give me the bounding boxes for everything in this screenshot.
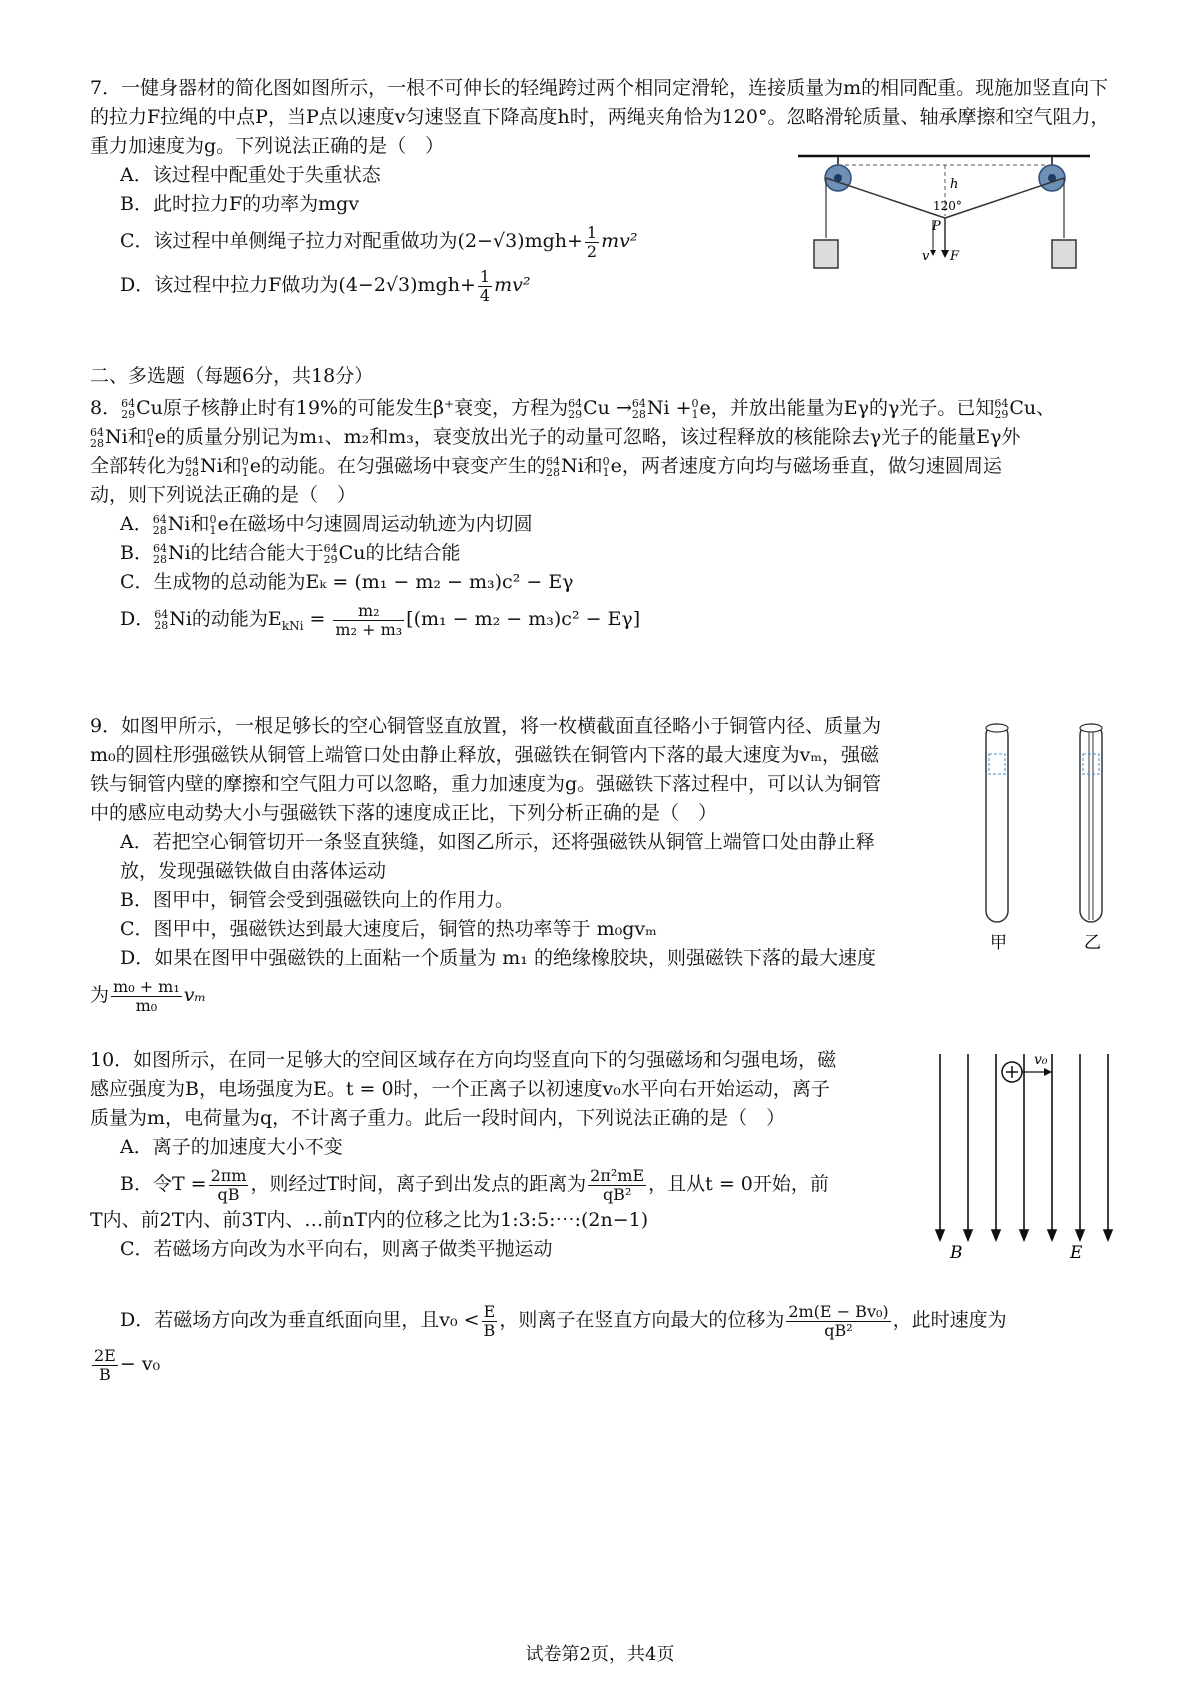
frac-half: $\frac{1}{2}$ (586, 222, 598, 261)
q10-option-b-cont: T内、前2T内、前3T内、…前nT内的位移之比为1:3:5:⋯:(2n−1) (90, 1209, 649, 1231)
q10-line-1: 10．如图所示，在同一足够大的空间区域存在方向均竖直向下的匀强磁场和匀强电场，磁 (90, 1049, 837, 1071)
frac-T: $\frac{2\pi m}{qB}$ (210, 1165, 247, 1204)
left-weight (814, 240, 838, 268)
q9-option-b: B．图甲中，铜管会受到强磁铁向上的作用力。 (120, 889, 514, 911)
label-B: B (950, 1243, 963, 1262)
frac-m2: $\frac{\text{m₂}}{\text{m₂ + m₃}}$ (335, 600, 403, 639)
q9-line-1: 9．如图甲所示，一根足够长的空心铜管竖直放置，将一枚横截面直径略小于铜管内径、质量为 (90, 715, 882, 737)
q9-option-a-1: A．若把空心铜管切开一条竖直狭缝，如图乙所示，还将强磁铁从铜管上端管口处由静止释 (120, 831, 875, 853)
q9-copper-tube-figure (980, 716, 1130, 956)
label-P: P (932, 219, 941, 234)
q10-option-b: B．令T = $\frac{2\pi m}{qB}$ ，则经过T时间，离子到出发点的距离为 $\frac{\text{2π²mE}}{\text{qB²}}$ ，且从t = 0开始，前 (120, 1165, 829, 1204)
q8-line-3: 全部转化为 64 28 Ni和 0 1 e的动能。在匀强磁场中衰变产生的 64 28 Ni和 0 1 e，两者速度方向均与磁场垂直，做匀速圆周运 (90, 455, 1002, 479)
q9-line-4: 中的感应电动势大小与强磁铁下落的速度成正比，下列分析正确的是（ ） (90, 802, 718, 824)
q8-option-c: C．生成物的总动能为Eₖ = (m₁ − m₂ − m₃)c² − Eγ (120, 571, 574, 593)
frac-mass: $\frac{\text{m₀ + m₁}}{\text{m₀}}$ (113, 976, 180, 1015)
q9-line-3: 铁与铜管内壁的摩擦和空气阻力可以忽略，重力加速度为g。强磁铁下落过程中，可以认为铜管 (90, 773, 882, 795)
q8-line-1: 8． 64 29 Cu原子核静止时有19%的可能发生β⁺衰变，方程为 64 29 Cu → 64 28 Ni + 0 1 e，并放出能量为Eγ的γ光子。已知 64 29 Cu、 (90, 397, 1056, 421)
label-v0: v₀ (1034, 1052, 1048, 1068)
q8-option-d: D． 64 28 Ni的动能为$E_{kNi}$ = $\frac{\text{m₂}}{\text{m₂ + m₃}}$ [(m₁ − m₂ − m₃)c² − Eγ] (120, 600, 641, 639)
section-2-heading: 二、多选题（每题6分，共18分） (90, 365, 374, 387)
q8-option-b: B． 64 28 Ni的比结合能大于 64 29 Cu的比结合能 (120, 542, 461, 566)
question-8 (90, 394, 1120, 648)
q7-pulley-figure (790, 148, 1110, 288)
frac-2E: $\frac{2E}{B}$ (94, 1345, 116, 1384)
label-angle: 120° (933, 199, 962, 213)
q10-option-a: A．离子的加速度大小不变 (120, 1136, 343, 1158)
label-jia: 甲 (990, 933, 1007, 953)
q10-line-2: 感应强度为B，电场强度为E。t = 0时，一个正离子以初速度v₀水平向右开始运动，离子 (90, 1078, 830, 1100)
q9-option-d: D．如果在图甲中强磁铁的上面粘一个质量为 m₁ 的绝缘橡胶块，则强磁铁下落的最大速度 (120, 947, 876, 969)
q9-option-a-2: 放，发现强磁铁做自由落体运动 (120, 860, 387, 882)
frac-EB: $\frac{E}{B}$ (483, 1301, 496, 1340)
frac-dist: $\frac{\text{2π²mE}}{\text{qB²}}$ (590, 1165, 645, 1204)
q9-option-d-cont: 为 $\frac{\text{m₀ + m₁}}{\text{m₀}}$ vₘ (90, 976, 207, 1015)
label-h: h (950, 177, 959, 192)
q10-field-figure (920, 1046, 1120, 1262)
q9-option-c: C．图甲中，强磁铁达到最大速度后，铜管的热功率等于 m₀gvₘ (120, 918, 657, 940)
label-v: v (922, 249, 930, 264)
q7-option-a: A．该过程中配重处于失重状态 (120, 164, 381, 186)
left-rope (826, 178, 945, 218)
question-9 (90, 712, 970, 1017)
label-F: F (950, 249, 960, 264)
q7-option-d: D．该过程中拉力F做功为(4−2√3)mgh+ $\frac{1}{4}$ mv² (120, 266, 531, 305)
q8-line-4: 动，则下列说法正确的是（ ） (90, 484, 357, 506)
q7-option-c: C．该过程中单侧绳子拉力对配重做功为(2−√3)mgh+ $\frac{1}{2}$ mv² (120, 222, 638, 261)
question-10 (90, 1046, 910, 1264)
frac-quarter: $\frac{1}{4}$ (479, 266, 491, 305)
field-lines (936, 1054, 1112, 1240)
q8-option-a: A． 64 28 Ni和 0 1 e在磁场中匀速圆周运动轨迹为内切圆 (120, 513, 533, 537)
label-yi: 乙 (1084, 933, 1101, 953)
q10-line-3: 质量为m，电荷量为q，不计离子重力。此后一段时间内，下列说法正确的是（ ） (90, 1107, 786, 1129)
frac-disp: $\frac{\text{2m(E − Bv₀)}}{\text{qB²}}$ (788, 1301, 889, 1340)
q9-line-2: m₀的圆柱形强磁铁从铜管上端管口处由静止释放，强磁铁在铜管内下落的最大速度为vₘ，强磁 (90, 744, 880, 766)
right-weight (1052, 240, 1076, 268)
q10-option-d: D．若磁场方向改为垂直纸面向里，且v₀ < $\frac{E}{B}$ ，则离子在竖直方向最大的位移为 $\frac{\text{2m(E − Bv₀)}}{\text{qB²}}$ ，此时速度为 $\frac{2E}{B}$ − v₀ (94, 1301, 1007, 1384)
q7-option-b: B．此时拉力F的功率为mgv (120, 193, 360, 215)
q7-stem: 7．一健身器材的简化图如图所示，一根不可伸长的轻绳跨过两个相同定滑轮，连接质量为m的相同配重。现施加竖直向下的拉力F拉绳的中点P，当P点以速度v匀速竖直下降高度h时，两绳夹角恰为120°。忽略滑轮质量、轴承摩擦和空气阻力，重力加速度为g。下列说法正确的是（ ） (90, 77, 1110, 157)
right-rope (945, 178, 1064, 218)
label-E: E (1070, 1243, 1083, 1262)
page-footer: 试卷第2页，共4页 (525, 1644, 675, 1665)
q8-line-2: 64 28 Ni和 0 1 e的质量分别记为m₁、m₂和m₃，衰变放出光子的动量可忽略，该过程释放的核能除去γ光子的能量Eγ外 (90, 426, 1021, 450)
q10-option-c: C．若磁场方向改为水平向右，则离子做类平抛运动 (120, 1238, 553, 1260)
